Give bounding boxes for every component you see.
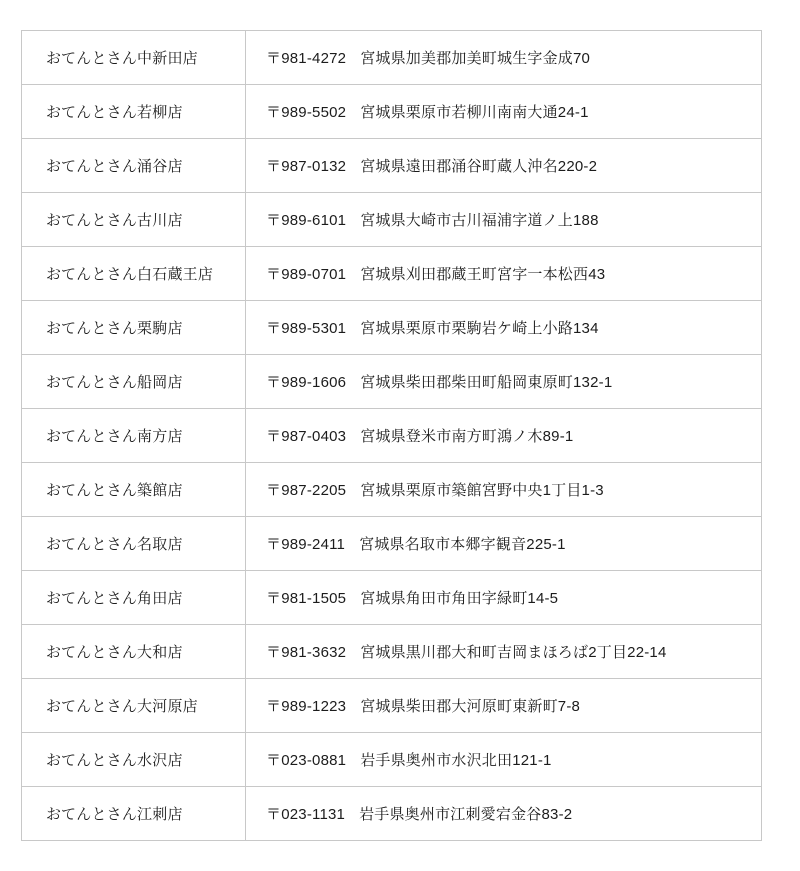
store-name: おてんとさん白石蔵王店 (46, 266, 214, 283)
table-row (22, 733, 761, 787)
address: 宮城県栗原市築館宮野中央1丁目1-3 (360, 482, 604, 499)
address: 宮城県柴田郡柴田町船岡東原町132-1 (360, 374, 613, 391)
store-name-cell (22, 301, 246, 354)
store-name: おてんとさん涌谷店 (46, 158, 183, 175)
address: 宮城県名取市本郷字観音225-1 (359, 536, 566, 553)
postal-code: 〒989-5502 (266, 104, 347, 121)
store-address-cell (246, 571, 761, 624)
store-address-cell (246, 355, 761, 408)
table-row (22, 247, 761, 301)
address: 宮城県柴田郡大河原町東新町7-8 (360, 698, 581, 715)
table-row (22, 463, 761, 517)
table-row (22, 625, 761, 679)
table-row (22, 31, 761, 85)
store-name-cell (22, 193, 246, 246)
store-name-cell (22, 139, 246, 192)
postal-code: 〒989-0701 (266, 266, 347, 283)
address: 宮城県栗原市栗駒岩ケ崎上小路134 (360, 320, 599, 337)
store-address-cell (246, 679, 761, 732)
store-address-cell (246, 193, 761, 246)
table-row (22, 355, 761, 409)
store-address-cell (246, 409, 761, 462)
postal-code: 〒987-2205 (266, 482, 347, 499)
address: 宮城県登米市南方町鴻ノ木89-1 (360, 428, 574, 445)
store-name: おてんとさん栗駒店 (46, 320, 183, 337)
table-row (22, 787, 761, 840)
store-name-cell (22, 355, 246, 408)
store-name-cell (22, 571, 246, 624)
store-address-cell (246, 625, 761, 678)
store-name: おてんとさん若柳店 (46, 104, 183, 121)
store-name: おてんとさん古川店 (46, 212, 183, 229)
postal-code: 〒989-2411 (266, 536, 346, 553)
store-name-cell (22, 409, 246, 462)
table-row (22, 193, 761, 247)
store-list-table (21, 30, 762, 841)
store-name: おてんとさん大和店 (46, 644, 183, 661)
postal-code: 〒987-0403 (266, 428, 347, 445)
store-name: おてんとさん南方店 (46, 428, 183, 445)
table-row (22, 139, 761, 193)
store-address-cell (246, 247, 761, 300)
store-name-cell (22, 517, 246, 570)
address: 宮城県黒川郡大和町吉岡まほろば2丁目22-14 (360, 644, 667, 661)
store-address-cell (246, 301, 761, 354)
store-name: おてんとさん船岡店 (46, 374, 183, 391)
postal-code: 〒023-1131 (266, 806, 346, 823)
address: 宮城県栗原市若柳川南南大通24-1 (360, 104, 589, 121)
table-row (22, 409, 761, 463)
postal-code: 〒987-0132 (266, 158, 347, 175)
address: 岩手県奥州市水沢北田121-1 (360, 752, 552, 769)
store-name-cell (22, 679, 246, 732)
address: 宮城県加美郡加美町城生字金成70 (360, 50, 591, 67)
store-address-cell (246, 733, 761, 786)
postal-code: 〒981-1505 (266, 590, 347, 607)
store-name-cell (22, 787, 246, 840)
store-name-cell (22, 85, 246, 138)
postal-code: 〒981-4272 (266, 50, 347, 67)
table-row (22, 679, 761, 733)
postal-code: 〒989-1606 (266, 374, 347, 391)
store-name-cell (22, 247, 246, 300)
store-name: おてんとさん江刺店 (46, 806, 183, 823)
store-name-cell (22, 625, 246, 678)
store-name: おてんとさん築館店 (46, 482, 183, 499)
store-address-cell (246, 517, 761, 570)
store-address-cell (246, 463, 761, 516)
postal-code: 〒989-5301 (266, 320, 347, 337)
table-row (22, 517, 761, 571)
table-row (22, 85, 761, 139)
postal-code: 〒989-6101 (266, 212, 347, 229)
store-address-cell (246, 85, 761, 138)
store-address-cell (246, 787, 761, 840)
store-name: おてんとさん角田店 (46, 590, 183, 607)
store-address-cell (246, 31, 761, 84)
store-address-cell (246, 139, 761, 192)
store-name: おてんとさん名取店 (46, 536, 183, 553)
store-name: おてんとさん大河原店 (46, 698, 198, 715)
store-name-cell (22, 463, 246, 516)
table-row (22, 301, 761, 355)
store-name: おてんとさん水沢店 (46, 752, 183, 769)
table-row (22, 571, 761, 625)
address: 宮城県大崎市古川福浦字道ノ上188 (360, 212, 599, 229)
address: 宮城県角田市角田字緑町14-5 (360, 590, 559, 607)
postal-code: 〒989-1223 (266, 698, 347, 715)
postal-code: 〒023-0881 (266, 752, 347, 769)
store-name: おてんとさん中新田店 (46, 50, 198, 67)
address: 宮城県遠田郡涌谷町蔵人沖名220-2 (360, 158, 598, 175)
address: 岩手県奥州市江刺愛宕金谷83-2 (359, 806, 573, 823)
store-name-cell (22, 31, 246, 84)
address: 宮城県刈田郡蔵王町宮字一本松西43 (360, 266, 606, 283)
store-name-cell (22, 733, 246, 786)
postal-code: 〒981-3632 (266, 644, 347, 661)
